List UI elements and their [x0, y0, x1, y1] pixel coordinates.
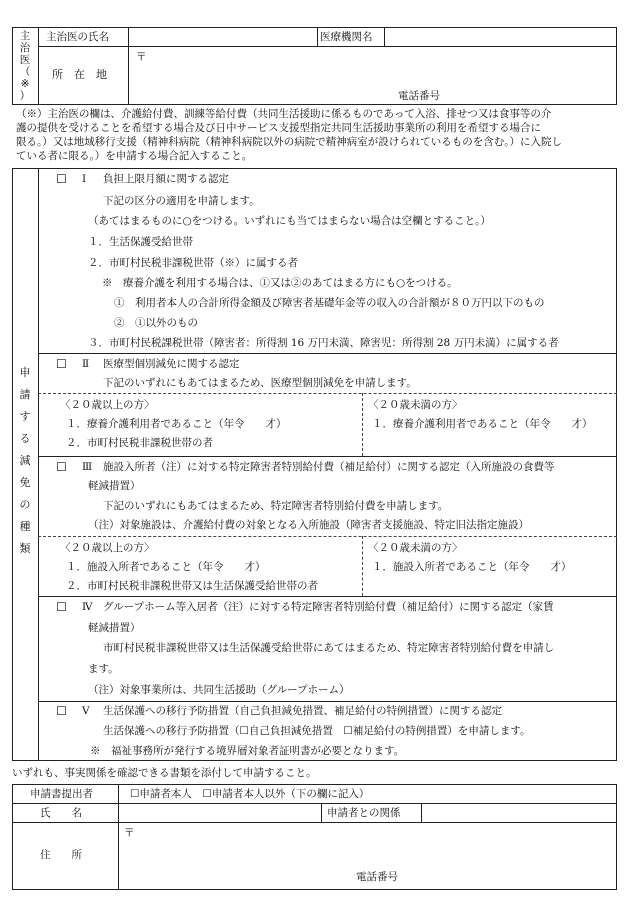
- sec1-roman: Ⅰ: [82, 173, 87, 185]
- doctor-label-divider: [128, 27, 129, 105]
- section-divider: [38, 701, 617, 702]
- sec1-item[interactable]: ３．市町村民税課税世帯（障害者：所得割 16 万円未満、障害児：所得割 28 万円未満）に属する者: [88, 337, 559, 349]
- side-label-char: 種: [19, 520, 31, 533]
- doctor-name-label: 主治医の氏名: [46, 31, 109, 43]
- side-label-char: 申: [19, 366, 31, 379]
- sec5-title: 生活保護への移行予防措置（自己負担減免措置、補足給付の特例措置）に関する認定: [103, 705, 502, 717]
- sec1-line: 下記の区分の適用を申請します。: [103, 195, 260, 207]
- doctor-side-char: 主: [19, 30, 31, 42]
- section-divider: [38, 596, 617, 597]
- side-label-char: 請: [19, 388, 31, 401]
- sec4-title: グループホーム等入居者（注）に対する特定障害者特別給付費（補足給付）に関する認定（家賃: [103, 601, 554, 613]
- applicant-address-field[interactable]: [138, 824, 608, 866]
- sec1-item[interactable]: ２．市町村民税非課税世帯（※）に属する者: [88, 257, 298, 269]
- relation-divider-left: [321, 803, 322, 822]
- applicant-name-label: 氏 名: [40, 807, 82, 819]
- sec2-dashed-divider: [38, 393, 617, 394]
- doctor-postal-mark: 〒: [136, 51, 147, 63]
- sec2-line: 下記のいずれにもあてはまるため、医療型個別減免を申請します。: [103, 377, 417, 389]
- sec3-line: 下記のいずれにもあてはまるため、特定障害者特別給付費を申請します。: [103, 500, 449, 512]
- sec2-title: 医療型個別減免に関する認定: [103, 358, 240, 370]
- applicant-name-field[interactable]: [120, 804, 319, 821]
- applicant-row-divider: [12, 822, 617, 823]
- section-divider: [38, 353, 617, 354]
- sec5-line[interactable]: 生活保護への移行予防措置（☐自己負担減免措置 ☐補足給付の特例措置）を申請します。: [103, 725, 531, 737]
- sec3-title: 軽減措置）: [88, 480, 141, 492]
- doctor-note-line: 護の提供を受けることを希望する場合及び日中サービス支援型指定共同生活援助事業所の利用を希望する場合に: [16, 122, 541, 134]
- doctor-side-char: 治: [19, 42, 31, 54]
- applicant-phone-label: 電話番号: [356, 871, 398, 883]
- sec2-right-item[interactable]: １．療養介護利用者であること（年令 才）: [372, 418, 593, 430]
- side-label-char: 類: [19, 542, 31, 555]
- doctor-side-char: ※: [20, 78, 30, 90]
- sec4-title: 軽減措置）: [88, 622, 141, 634]
- attach-note: いずれも、事実関係を確認できる書類を添付して申請すること。: [12, 767, 317, 779]
- sec2-dashed-column: [362, 393, 363, 456]
- institution-label: 医療機関名: [320, 31, 373, 43]
- sec2-left-item[interactable]: ２．市町村民税非課税世帯の者: [66, 437, 213, 449]
- sec3-dashed-divider: [38, 536, 617, 537]
- sec5-checkbox[interactable]: ☐: [56, 704, 67, 718]
- sec5-roman: Ⅴ: [82, 705, 90, 717]
- doctor-row-divider: [38, 46, 617, 47]
- sec2-roman: Ⅱ: [82, 358, 90, 370]
- sec1-item[interactable]: １．生活保護受給世帯: [88, 236, 193, 248]
- applicant-label-divider: [118, 784, 119, 890]
- side-label-char: る: [19, 432, 31, 445]
- submitter-options[interactable]: ☐申請者本人 ☐申請者本人以外（下の欄に記入）: [130, 788, 370, 800]
- sec4-checkbox[interactable]: ☐: [56, 600, 67, 614]
- sec3-dashed-column: [362, 536, 363, 596]
- sec1-item[interactable]: ① 利用者本人の合計所得金額及び障害者基礎年金等の収入の合計額が８０万円以下のもの: [114, 297, 545, 309]
- institution-divider-left: [317, 27, 318, 46]
- doctor-note-line: （※）主治医の欄は、介護給付費、訓練等給付費（共同生活援助に係るものであって入浴、排せつ又は食事等の介: [16, 108, 552, 120]
- submitter-label: 申請書提出者: [30, 788, 93, 800]
- side-label-char: す: [19, 410, 31, 423]
- institution-field[interactable]: [386, 28, 614, 45]
- sec3-right-item[interactable]: １．施設入所者であること（年令 才）: [372, 561, 572, 573]
- sec4-roman: Ⅳ: [82, 601, 93, 613]
- doctor-phone-label: 電話番号: [398, 90, 440, 102]
- doctor-side-char: ）: [19, 90, 31, 102]
- reduction-type-side-label: [18, 362, 32, 560]
- sec3-right-heading: 〈２０歳未満の方〉: [368, 542, 463, 554]
- sec4-line: （注）対象事業所は、共同生活援助（グループホーム）: [88, 684, 350, 696]
- sec3-left-item[interactable]: １．施設入所者であること（年令 才）: [66, 561, 266, 573]
- doctor-note-line: 限る。）又は地域移行支援（精神科病院（精神科病院以外の病院で精神病室が設けられているものを含む。）に入院し: [16, 136, 562, 148]
- sec4-line: 市町村民税非課税世帯又は生活保護受給世帯にあてはまるため、特定障害者特別給付費を申請し: [103, 642, 555, 654]
- section-divider: [38, 456, 617, 457]
- sec5-line: ※ 福祉事務所が発行する境界層対象者証明書が必要となります。: [90, 745, 405, 757]
- sec1-checkbox[interactable]: ☐: [56, 172, 67, 186]
- sec3-line: （注）対象施設は、介護給付費の対象となる入所施設（障害者支援施設、特定旧法指定施設）: [88, 519, 529, 531]
- doctor-name-field[interactable]: [130, 28, 315, 45]
- applicant-postal-mark: 〒: [124, 827, 135, 839]
- applicant-address-label: 住 所: [40, 849, 82, 861]
- institution-divider-right: [384, 27, 385, 46]
- side-label-char: 免: [19, 476, 31, 489]
- sec1-item[interactable]: ② ①以外のもの: [114, 317, 198, 329]
- relation-field[interactable]: [423, 804, 615, 821]
- doctor-address-field[interactable]: [150, 48, 610, 88]
- sec1-item: ※ 療養介護を利用する場合は、①又は②のあてはまる方にも○をつける。: [102, 277, 458, 289]
- doctor-side-char: （: [19, 66, 31, 78]
- side-label-char: の: [19, 498, 31, 511]
- side-label-char: 減: [19, 454, 31, 467]
- doctor-side-label: [18, 30, 32, 102]
- doctor-address-label: 所 在 地: [52, 68, 107, 81]
- relation-label: 申請者との関係: [327, 807, 401, 819]
- doctor-note: [16, 107, 622, 163]
- sec3-roman: Ⅲ: [82, 461, 93, 473]
- sec3-title: 施設入所者（注）に対する特定障害者特別給付費（補足給付）に関する認定（入所施設の食費等: [103, 461, 555, 473]
- sec3-left-item[interactable]: ２．市町村民税非課税世帯又は生活保護受給世帯の者: [66, 580, 318, 592]
- sec1-line: （あてはまるものに○をつける。いずれにも当てはまらない場合は空欄とすること。）: [88, 215, 491, 227]
- relation-divider-right: [421, 803, 422, 822]
- sec1-title: 負担上限月額に関する認定: [103, 173, 229, 185]
- sec4-line: ます。: [88, 663, 119, 675]
- doctor-side-divider: [38, 27, 39, 105]
- sec2-right-heading: 〈２０歳未満の方〉: [368, 399, 463, 411]
- sec2-left-heading: 〈２０歳以上の方〉: [60, 399, 155, 411]
- sec3-left-heading: 〈２０歳以上の方〉: [60, 542, 155, 554]
- sec3-checkbox[interactable]: ☐: [56, 460, 67, 474]
- doctor-side-char: 医: [19, 54, 31, 66]
- reduction-side-divider: [38, 168, 39, 761]
- sec2-left-item[interactable]: １．療養介護利用者であること（年令 才）: [66, 418, 287, 430]
- doctor-note-line: ている者に限る。）を申請する場合記入すること。: [16, 150, 253, 162]
- sec2-checkbox[interactable]: ☐: [56, 357, 67, 371]
